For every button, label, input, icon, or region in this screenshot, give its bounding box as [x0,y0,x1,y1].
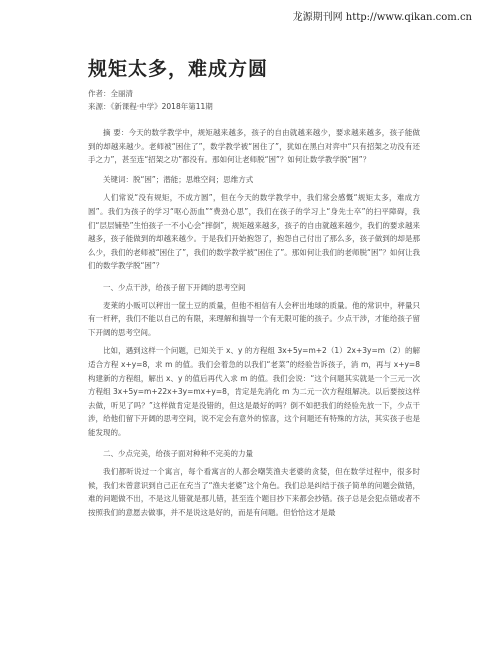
section1-paragraph-1: 麦莱的小贩可以秤出一筐土豆的质量，但他不相信有人会秤出地球的质量。他的常识中，秤量只有一杆秤，我们不能以自己的有限，来理解和揣导一个有无限可能的孩子。少点干涉，才能给孩子留下开阔的思考空间。 [88,300,420,337]
article-title: 规矩太多，难成方圆 [88,58,269,80]
section2-paragraph-1: 我们都听说过一个寓言，每个看寓言的人都会嘲笑渔夫老婆的贪婪，但在数学过程中，很多时候，我们未曾意识到自己正在充当了“渔夫老婆”这个角色。我们总是纠结于孩子简单的问题会做错，难的问题做不出，不是这儿错就是那儿错，甚至连个题目抄下来都会抄错。孩子总是会犯点错或者不按照我们的意愿去做事，并不是说这是好的，而是有问题。但恰恰这才是最 [88,467,420,517]
author-line: 作者：全丽清 [88,89,133,98]
site-header[interactable]: 龙源期刊网 http://www.qikan.com.cn [292,12,472,23]
article-body [88,126,420,524]
intro-paragraph: 人们常说“没有规矩，不成方圆”，但在今天的数学教学中，我们常会感慨“规矩太多，难成方圆”。我们为孩子的学习“呕心沥血”“费劲心思”，我们在孩子的学习上“身先士卒”的扫平障碍，我们“层层铺垫”生怕孩子一不小心会“摔倒”，规矩越来越多，孩子的自由就越来越少，我们的要求越来越多，孩子能做到的却越来越少。于是我们开始抱怨了，抱怨自己付出了那么多，孩子做到的却是那么少，我们的老师被“困住了”，我们的数学教学被“困住了”。那如何让我们的老师脱“困”？如何让我们的数学教学脱“困”？ [88,193,420,271]
section-heading-2: 二、少点完美，给孩子面对种种不完美的力量 [103,449,253,459]
keywords: 关键词：脱“困”；潜能；思维空间；思维方式 [103,174,254,184]
section-heading-1: 一、少点干涉，给孩子留下开阔的思考空间 [103,282,246,292]
source-line: 来源：《新课程·中学》2018年第11期 [88,102,213,111]
abstract: 摘 要：今天的数学教学中，规矩越来越多，孩子的自由就越来越少，要求越来越多，孩子能做到的却越来越少。老师被“困住了”，数学教学被“困住了”，犹如在黑白对弈中“只有招架之功没有还手之力”，甚至连“招架之功”都没有。那如何让老师脱“困”？如何让数学教学脱“困”？ [88,128,420,165]
section1-paragraph-2: 比如，遇到这样一个问题，已知关于 x、y 的方程组 3x+5y=m+2（1）2x+3y=m（2）的解适合方程 x+y=8，求 m 的值。我们会着急的以我们“老菜”的经验告诉孩子，消 m，再与 x+y=8 构建新的方程组，解出 x、y 的值后再代入求 m 的值。我们会说：“这个问题其实就是一个三元一次方程组 3x+5y=m+22x+3y=mx+y=8，肯定是先消化 m 为二元一次方程组解决。以后要按这样去做，听见了吗？”这样做肯定是没错的，但这是最好的吗？倒不如把我们的经验先放一下，少点干涉，给他们留下开阔的思考空间，说不定会有意外的惊喜，这个问题还有特殊的方法，其实孩子也是能发现的。 [88,346,420,437]
